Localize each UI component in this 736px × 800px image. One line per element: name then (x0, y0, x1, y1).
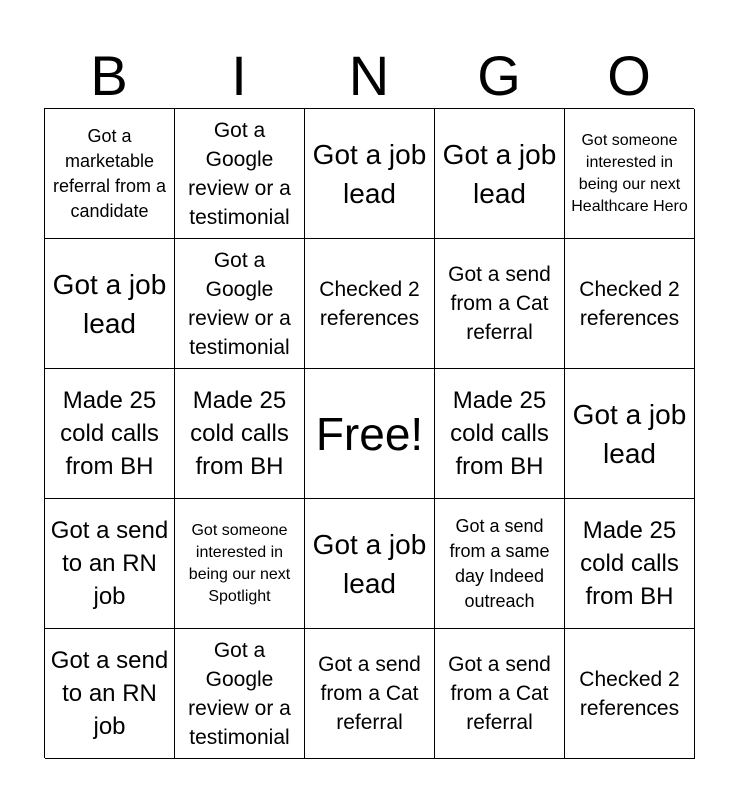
cell-text: Got a send from a Cat referral (448, 263, 551, 344)
bingo-cell[interactable] (565, 109, 695, 239)
cell-text: Made 25 cold calls from BH (190, 387, 289, 480)
header-letter-b: B (90, 44, 128, 107)
bingo-cell[interactable] (565, 369, 695, 499)
bingo-cell[interactable] (565, 499, 695, 629)
bingo-cell[interactable] (175, 629, 305, 759)
header-letter-n: N (348, 44, 390, 107)
cell-text: Got someone interested in being our next Healthcare Hero (571, 131, 688, 215)
bingo-cell[interactable] (45, 109, 175, 239)
cell-text: Made 25 cold calls from BH (450, 387, 549, 480)
cell-text: Got a send from a same day Indeed outreach (449, 515, 550, 611)
cell-text: Got a job lead (572, 398, 687, 469)
bingo-cell[interactable] (175, 499, 305, 629)
cell-text: Checked 2 references (579, 667, 680, 720)
cell-text: Got a Google review or a testimonial (188, 248, 291, 359)
cell-text: Made 25 cold calls from BH (60, 387, 159, 480)
cell-text: Made 25 cold calls from BH (580, 517, 679, 610)
bingo-cell[interactable] (305, 109, 435, 239)
cell-text: Got a job lead (312, 138, 427, 209)
bingo-cell[interactable] (45, 369, 175, 499)
cell-text: Got a job lead (442, 138, 557, 209)
bingo-cell[interactable] (175, 369, 305, 499)
cell-text: Got a send to an RN job (50, 517, 169, 610)
bingo-cell[interactable] (435, 109, 565, 239)
bingo-cell[interactable] (565, 239, 695, 369)
cell-text: Checked 2 references (579, 277, 680, 330)
bingo-cell[interactable] (565, 629, 695, 759)
bingo-cell[interactable] (305, 629, 435, 759)
cell-text: Got a job lead (52, 268, 167, 339)
bingo-cell[interactable] (435, 499, 565, 629)
cell-text: Got a marketable referral from a candidate (52, 125, 167, 221)
bingo-cell[interactable] (435, 629, 565, 759)
bingo-cell[interactable] (45, 499, 175, 629)
cell-text: Got a send to an RN job (50, 647, 169, 740)
bingo-cell[interactable] (175, 239, 305, 369)
cell-text: Checked 2 references (319, 277, 420, 330)
bingo-cell[interactable] (305, 239, 435, 369)
header-letter-o: O (607, 44, 651, 107)
bingo-cell[interactable] (435, 369, 565, 499)
bingo-cell[interactable] (45, 629, 175, 759)
cell-text: Got a Google review or a testimonial (188, 118, 291, 229)
header-letter-g: G (477, 44, 521, 107)
bingo-cell[interactable] (435, 239, 565, 369)
bingo-board (44, 108, 694, 758)
cell-text: Got a job lead (312, 528, 427, 599)
cell-text: Got a send from a Cat referral (318, 653, 421, 734)
cell-text: Got a send from a Cat referral (448, 653, 551, 734)
header-letter-i: I (231, 44, 247, 107)
cell-text: Got a Google review or a testimonial (188, 638, 291, 749)
bingo-header (44, 40, 694, 108)
bingo-cell[interactable] (305, 499, 435, 629)
bingo-cell[interactable] (45, 239, 175, 369)
free-space-text: Free! (315, 407, 424, 460)
free-space-cell[interactable] (305, 369, 435, 499)
bingo-cell[interactable] (175, 109, 305, 239)
cell-text: Got someone interested in being our next Spotlight (188, 521, 291, 605)
